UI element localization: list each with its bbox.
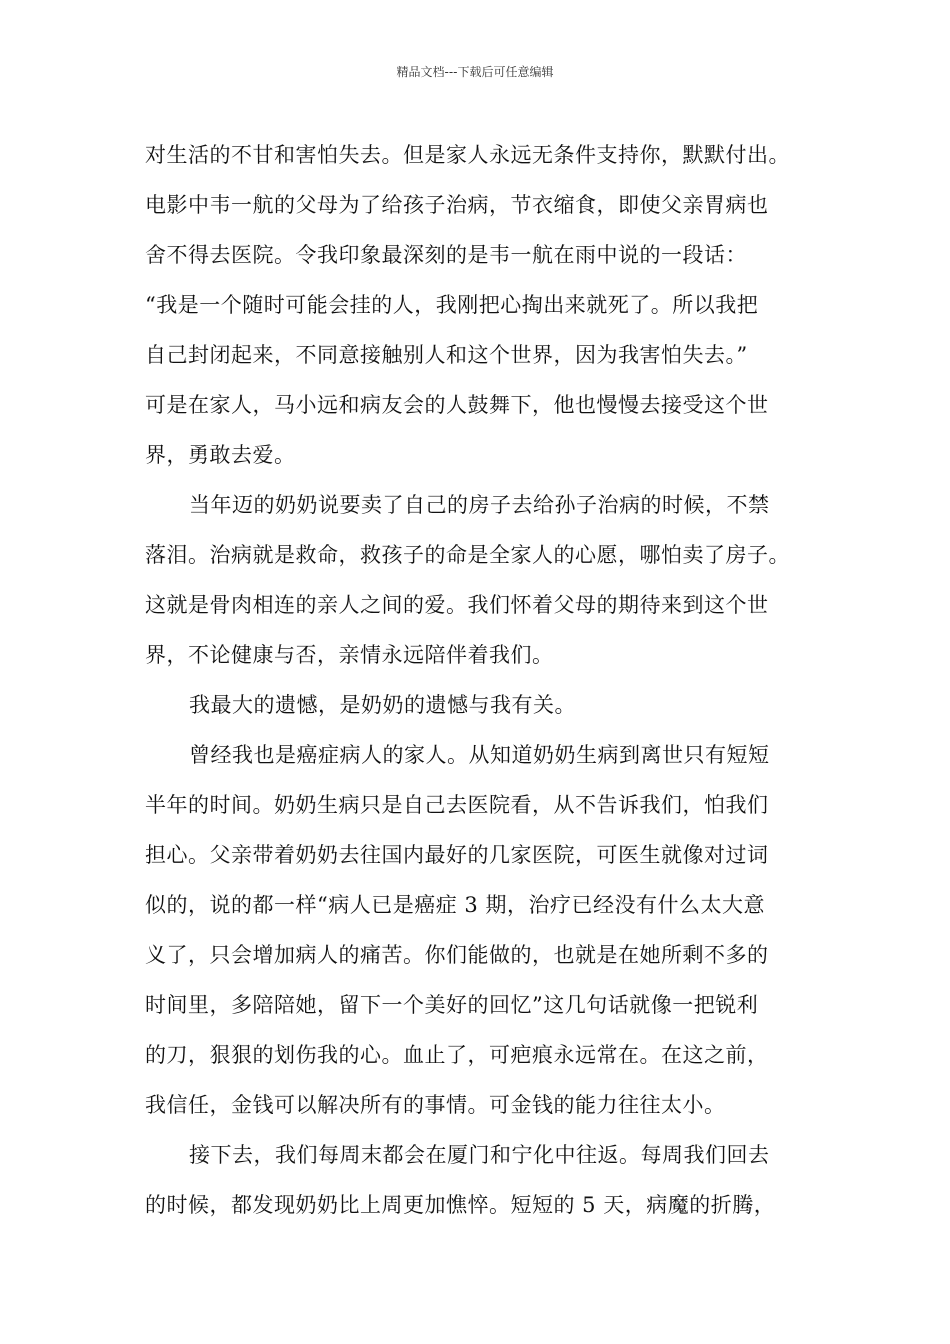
text-line: 的时候，都发现奶奶比上周更加憔悴。短短的 5 天，病魔的折腾，: [145, 1193, 776, 1217]
text-line: 可是在家人，马小远和病友会的人鼓舞下，他也慢慢去接受这个世: [145, 393, 769, 417]
text-line: 义了，只会增加病人的痛苦。你们能做的，也就是在她所剩不多的: [145, 943, 769, 967]
text-line: 界，不论健康与否，亲情永远陪伴着我们。: [145, 643, 554, 667]
text-line: 落泪。治病就是救命，救孩子的命是全家人的心愿，哪怕卖了房子。: [145, 543, 790, 567]
text-line: 这就是骨肉相连的亲人之间的爱。我们怀着父母的期待来到这个世: [145, 593, 769, 617]
text-line: 半年的时间。奶奶生病只是自己去医院看，从不告诉我们，怕我们: [145, 793, 769, 817]
text-line: 担心。父亲带着奶奶去往国内最好的几家医院，可医生就像对过词: [145, 843, 769, 867]
text-line: 对生活的不甘和害怕失去。但是家人永远无条件支持你，默默付出。: [145, 143, 790, 167]
text-line: 舍不得去医院。令我印象最深刻的是韦一航在雨中说的一段话：: [145, 243, 747, 267]
text-line: 界，勇敢去爱。: [145, 443, 296, 467]
paragraph-first-line: 接下去，我们每周末都会在厦门和宁化中往返。每周我们回去: [189, 1143, 770, 1167]
body-text: [145, 130, 825, 1230]
paragraph-first-line: 我最大的遗憾，是奶奶的遗憾与我有关。: [189, 693, 576, 717]
paragraph-first-line: 当年迈的奶奶说要卖了自己的房子去给孙子治病的时候，不禁: [189, 493, 770, 517]
text-line: “我是一个随时可能会挂的人，我刚把心掏出来就死了。所以我把: [145, 293, 759, 317]
text-line: 的刀，狠狠的划伤我的心。血止了，可疤痕永远常在。在这之前，: [145, 1043, 769, 1067]
paragraph-first-line: 曾经我也是癌症病人的家人。从知道奶奶生病到离世只有短短: [189, 743, 770, 767]
page-header: 精品文档---下载后可任意编辑: [396, 65, 554, 79]
text-line: 电影中韦一航的父母为了给孩子治病，节衣缩食，即使父亲胃病也: [145, 193, 769, 217]
text-line: 我信任，金钱可以解决所有的事情。可金钱的能力往往太小。: [145, 1093, 726, 1117]
text-line: 似的，说的都一样“病人已是癌症 3 期，治疗已经没有什么太大意: [145, 893, 765, 917]
text-line: 时间里，多陪陪她，留下一个美好的回忆”这几句话就像一把锐利: [145, 993, 759, 1017]
text-line: 自己封闭起来，不同意接触别人和这个世界，因为我害怕失去。”: [145, 343, 748, 367]
